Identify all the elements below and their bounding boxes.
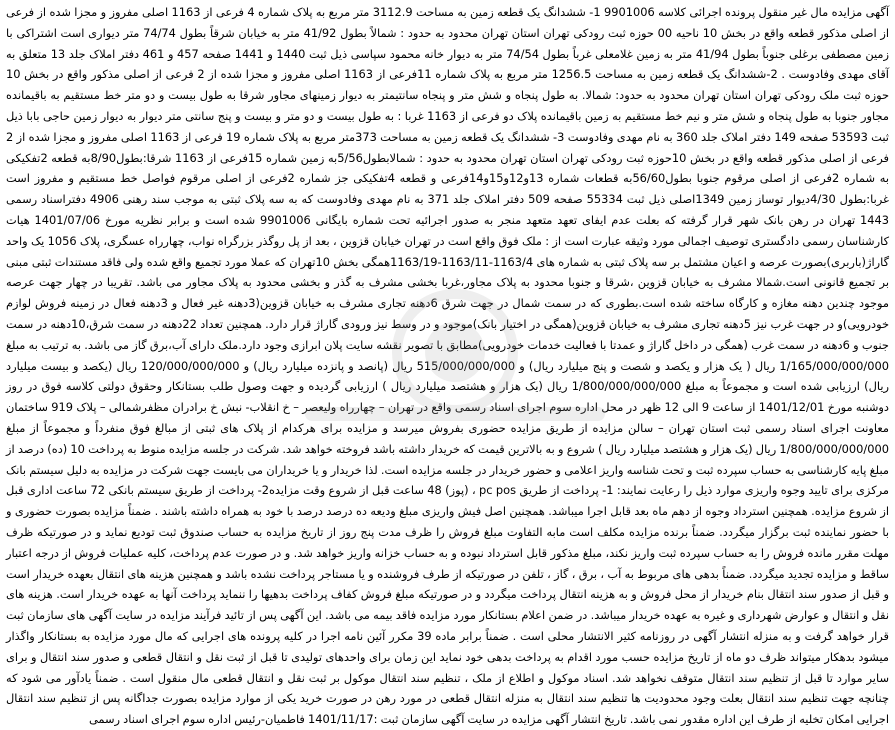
auction-notice-body: آگهی مزایده مال غیر منقول پرونده اجرائی کلاسه 9901006 1- ششدانگ یک قطعه زمین به مساحت 3112.9 متر مربع به پلاک شماره 4 فرعی از 1163 اصلی مفروز و مجزا شده از فرعی از اصلی مذکور قطعه واقع در بخش 10 ناحیه 00 حوزه ثبت رودکی تهران استان تهران محدود به حدود : شمالاً بطول 41/92 متر به خیابان شرقاً بطول 74/74 متر دیواری است اشتراکی با زمین مصطفی برغلی جنوباً بطول 41/94 متر به زمین غلامعلی غرباً بطول 74/54 متر به دیوار خانه محمود سپاسی ذیل ثبت 1440 و 1441 صفحه 457 و 461 دفتر املاک جلد 13 متعلق به آقای مهدی وفادوست . 2-ششدانگ یک قطعه زمین به مساحت 1256.5 متر مربع به پلاک شماره 11فرعی از 1163 اصلی مفروز و مجزا شده از 2 فرعی از اصلی مذکور واقع در بخش 10 حوزه ثبت ملک رودکی تهران استان تهران محدود به حدود: شمالا. به طول پنجاه و شش متر و پنجاه سانتیمتر به دیوار زمینهای مجاور شرقا به طول بیست و دو متر خط مستقیم به باقیمانده مجاور جنوبا به طول پنجاه و شش متر و نیم خط مستقیم به زمین باقیمانده پلاک دو فرعی از 1163 غربا : به طول بیست و دو متر و بیست و پنج سانتی متر دیوار به دیوار زمین حاجی بابا ذیل ثبت 53593 صفحه 149 دفتر املاک جلد 360 به نام مهدی وفادوست 3- ششدانگ یک قطعه زمین به مساحت 373متر مربع به پلاک شماره 19 فرعی از 1163 اصلی مفروز و مجزا شده از 2 فرعی از اصلی مذکور قطعه واقع در بخش 10حوزه ثبت رودکی تهران استان تهران محدود به حدود : شمالابطول5/56به زمین شماره 15فرعی از 1163 شرقا:بطول8/90به قطعه 2تفکیکی به شماره 2فرعی از اصلی مرقوم جنوبا بطول56/60به قطعات شماره 13و12و15و14فرعی و قطعه 4تفکیکی جز شماره 2فرعی از اصلی مرقوم فواصل خط مستقیم و مفروز است غربا:بطول 4/30دیوار توساز زمین 1349اصلی ذیل ثبت 55334 صفحه 509 دفتر املاک جلد 371 به نام مهدی وفادوست که به سه پلاک ثبتی به موجب سند رهنی 4906 دفتراسناد رسمی 1443 تهران در رهن بانک شهر قرار گرفته که بعلت عدم ایفای تعهد متعهد منجر به صدور اجرائیه تحت شماره بایگانی 9901006 شده است و برابر نظریه مورخ 1401/07/06 هیات کارشناسان رسمی دادگستری توصیف اجمالی مورد وثیقه عبارت است از : ملک فوق واقع است در تهران خیابان قزوین ، بعد از پل روگذر بزرگراه نواب، چهارراه عسگری، پلاک 1056 یک واحد گاراژ(باربری)بصورت عرصه و اعیان مشتمل بر سه پلاک ثبتی به شماره های 1163/4-1163/11-1163/19همگی بخش 10تهران که عملا مورد تجمیع واقع شده ولی فاقد مستندات ثبتی مبنی بر تجمیع قانونی است.شمالا مشرف به خیابان قزوین ،شرقا و جنوبا محدود به پلاک مجاور،غربا بخشی مشرف به گذر و بخشی محدود به پلاک مجاور می باشد. تقریبا در چهار جهت عرصه موجود چندین دهنه مغازه و کارگاه ساخته شده است.بطوری که در سمت شمال در جهت شرق 6دهنه تجاری مشرف به خیابان قزوین(3دهنه غیر فعال و 3دهنه فعال در زمینه فروش لوازم خودرویی)و در جهت غرب نیز 5دهنه تجاری مشرف به خیابان قزوین(همگی در اختیار بانک)موجود و در وسط نیز ورودی گاراژ قرار دارد. همچنین تعداد 22دهنه در سمت شرق،10دهنه در سمت جنوب و 6دهنه در سمت غرب (همگی در داخل گاراژ و عمدتا با فعالیت خدمات خودرویی)مطابق با تصویر نقشه سایت پلان ابرازی وجود دارد.ملک دارای آب،برق گاز می باشد. به ترتیب به مبلغ 1/165/000/000/000 ریال ( یک هزار و یکصد و شصت و پنج میلیارد ریال) و 515/000/000/000 ریال (پانصد و پانزده میلیارد ریال) و 120/000/000/000 ریال (یکصد و بیست میلیارد ریال) ارزیابی شده است و مجموعاً به مبلغ 1/800/000/000/000 ریال (یک هزار و هشتصد میلیارد ریال ) ارزیابی گردیده و جهت وصول طلب بستانکار وحقوق دولتی کلاسه فوق در روز دوشنبه مورخ 1401/12/01 از ساعت 9 الی 12 ظهر در محل اداره سوم اجرای اسناد رسمی واقع در تهران – چهارراه ولیعصر – خ انقلاب- نبش خ برادران مظفرشمالی – پلاک 919 ساختمان معاونت اجرای اسناد رسمی ثبت استان تهران – سالن مزایده از طریق مزایده حضوری بفروش میرسد و مزایده برای هرکدام از پلاک های ثبتی از مبالغ فوق منفرداً و مجموعاً از مبلغ 1/800/000/000/000 ریال (یک هزار و هشتصد میلیارد ریال ) شروع و به بالاترین قیمت که خریدار داشته باشد فروخته خواهد شد. شرکت در جلسه مزایده منوط به پرداخت 10 (ده) درصد از مبلغ پایه کارشناسی به حساب سپرده ثبت و تحت شناسه واریز اعلامی و حضور خریدار در جلسه مزایده است. لذا خریدار و یا خریداران می بایست جهت شرکت در مزایده به دلیل سیستم بانک مرکزی برای تایید وجوه واریزی موارد ذیل را رعایت نمایند: 1- پرداخت از طریق pc pos ، (پوز) 48 ساعت قبل از شروع وقت مزایده2- پرداخت از طریق سیستم بانکی 72 ساعت اداری قبل از شروع مزایده. همچنین استرداد وجوه از دهم ماه بعد قابل اجرا میباشد. همچنین اصل فیش واریزی مبلغ ودیعه ده درصد درصد با خود به همراه داشته باشند . ضمناً مزایده بصورت حضوری و با حضور نماینده ثبت برگزار میگردد. ضمناً برنده مزایده مکلف است مابه التفاوت مبلغ فروش را ظرف مدت پنج روز از تاریخ مزایده به حساب صندوق ثبت تودیع نماید و در صورتیکه ظرف مهلت مقرر مانده فروش را به حساب سپرده ثبت واریز نکند، مبلغ مذکور قابل استرداد نبوده و به حساب خزانه واریز خواهد شد. و در صورت عدم پرداخت، کلیه عملیات فروش از درجه اعتبار ساقط و مزایده تجدید میگردد. ضمناً بدهی های مربوط به آب ، برق ، گاز ، تلفن در صورتیکه از طرف فروشنده و یا مستاجر پرداخت نشده باشد و همچنین هزینه های انتقال بعهده خریدار است و قبل از صدور سند انتقال بنام خریدار از محل فروش و به هزینه انتقال پرداخت میگردد و در صورتیکه مبلغ فروش کفاف پرداخت بدهیها را ننماید پرداخت آنها به عهده خریدار است. هزینه های نقل و انتقال و عوارض شهرداری و غیره به عهده خریدار میباشد. در ضمن اعلام بستانکار مورد مزایده فاقد بیمه می باشد. این آگهی پس از تائید فرآیند مزایده در سایت آگهی های سازمان ثبت قرار خواهد گرفت و به منزله انتشار آگهی در روزنامه کثیر الانتشار محلی است . ضمناً برابر ماده 39 مکرر آئین نامه اجرا در کلیه پرونده های اجرایی که مال مورد مزایده به بستانکار واگذار میشود بدهکار میتواند ظرف دو ماه از تاریخ مزایده حسب مورد اقدام به پرداخت بدهی خود نماید این زمان برای واحدهای تولیدی تا قبل از ثبت نقل و انتقال قطعی و صدور سند انتقال و برای سایر موارد تا قبل از تنظیم سند انتقال متوقف نخواهد شد. اسناد موکول و اطلاع از ملک ، تنظیم سند انتقال موکول بر ثبت نقل و انتقال قطعی مال منقول است . ضمناً یادآور می شود که چنانچه جهت تنظیم سند انتقال بعلت وجود محدودیت ها تنظیم سند انتقال به منزله انتقال قطعی در مورد رهن در صورت خرید یکی از موارد مزایده بصورت جداگانه پس از تنظیم سند انتقال اجرایی امکان تخلیه از طرف این اداره مقدور نمی باشد. تاریخ انتشار آگهی مزایده در سایت آگهی سازمان ثبت :1401/11/17 فاطمیان-رئیس اداره سوم اجرای اسناد رسمی xyxy=(6,5,890,727)
